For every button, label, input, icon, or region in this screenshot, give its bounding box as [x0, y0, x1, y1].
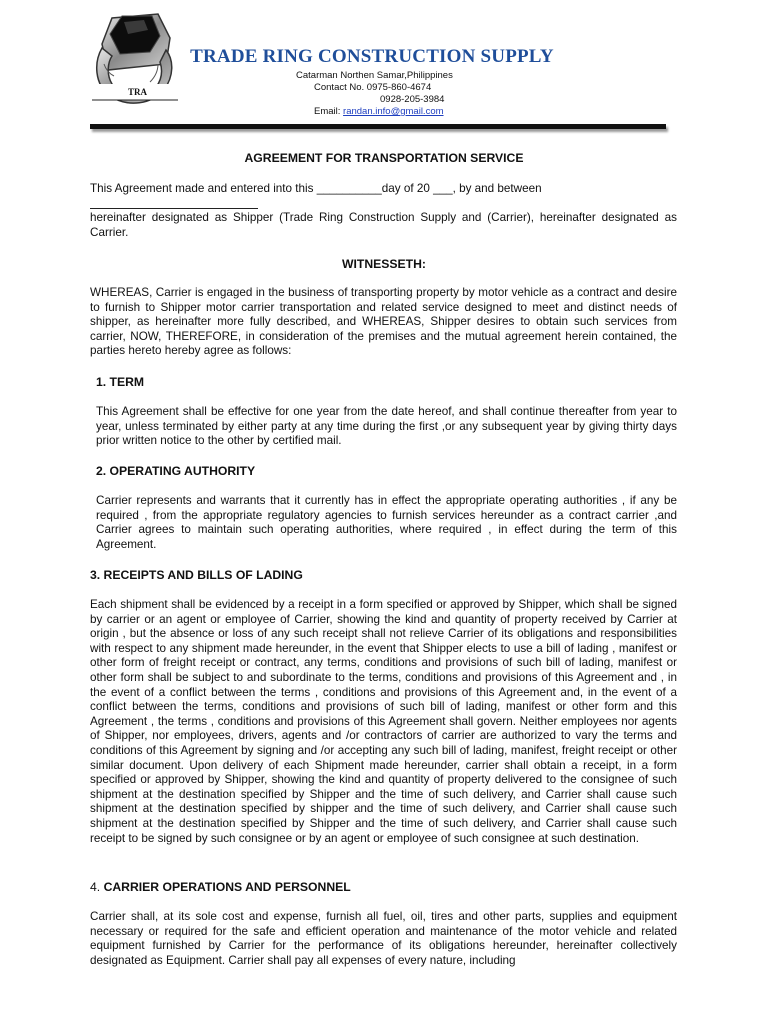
section-2-heading: 2. OPERATING AUTHORITY	[96, 464, 256, 478]
email-link[interactable]: randan.info@gmail.com	[343, 106, 444, 117]
section-3-heading: 3. RECEIPTS AND BILLS OF LADING	[90, 568, 303, 582]
section-4-text: Carrier shall, at its sole cost and expense, furnish all fuel, oil, tires and other parts, supplies and equipment necessary or required for the safe and efficient operation and maintenance of the motor vehicle and related equipment furnished by Carrier for the performance of its obligations hereunder, hereinafter collectively designated as Equipment. Carrier shall pay all expenses of every nature, including	[90, 910, 677, 967]
intro-line-2: hereinafter designated as Shipper (Trade Ring Construction Supply and (Carrier), hereinafter designated as Carrier.	[90, 211, 677, 239]
party-blank-line	[90, 208, 258, 209]
section-3-text: Each shipment shall be evidenced by a receipt in a form specified or approved by Shipper, which shall be signed by carrier or an agent or employee of Carrier, showing the kind and quantity of property received by Carrier at origin , but the absence or loss of any such receipt shall not relieve Carrier of its obligations and responsibilities with respect to any shipment made hereunder, in the event that Shipper elects to use a bill of lading , manifest or other form of freight receipt or contract, any terms, conditions and provisions of such bill of lading, manifest or other form shall be subject to and subordinate to the terms, conditions and provisions of this Agreement and , in the event of a conflict between the terms , conditions and provisions of this Agreement and, in the event of a conflict between the terms, conditions and provisions of such bill of lading, manifest or other form and this Agreement , the terms , conditions and provisions of this Agreement shall govern. Neither employees nor agents of Shipper, nor employees, drivers, agents and /or contractors of carrier are authorized to vary the terms and conditions of this Agreement by signing and /or accepting any such bill of lading, manifest, freight receipt or other similar document. Upon delivery of each Shipment made hereunder, carrier shall obtain a receipt, in a form specified or approved by Shipper, showing the kind and quantity of property delivered to the consignee of such shipment at the destination specified by Shipper and the time of such delivery, and Carrier shall cause such shipment at the destination specified by shipper and the time of such delivery, and Carrier shall cause such shipment at the destination specified by Shipper and the time of such delivery, and Carrier shall cause such receipt to be signed by such consignee or by an agent or employee of such consignee at such destination.	[90, 598, 677, 845]
section-4-heading	[90, 880, 351, 894]
intro-line-1: This Agreement made and entered into this __________day of 20 ___, by and between	[90, 182, 542, 195]
whereas-paragraph: WHEREAS, Carrier is engaged in the business of transporting property by motor vehicle as a contract and desire to furnish to Shipper motor carrier transportation and related service designed to meet and distinct needs of shipper, as hereinafter more fully described, and WHEREAS, Shipper desires to obtain such services from carrier, NOW, THEREFORE, in consideration of the premises and the mutual agreement herein contained, the parties hereto hereby agree as follows:	[90, 286, 677, 358]
email-label: Email:	[314, 106, 344, 117]
logo-text: TRA	[128, 87, 148, 97]
section-4-number: 4.	[90, 880, 104, 894]
document-title: AGREEMENT FOR TRANSPORTATION SERVICE	[244, 151, 524, 165]
header-rule	[90, 124, 666, 129]
section-1-text: This Agreement shall be effective for one year from the date hereof, and shall continue thereafter from year to year, unless terminated by either party at any time during the first ,or any subsequent year by giving thirty days prior written notice to the other by certified mail.	[96, 405, 677, 448]
address-line: Catarman Northen Samar,Philippines	[296, 70, 453, 81]
contact-number-line: Contact No. 0975-860-4674	[314, 82, 432, 93]
section-4-title: CARRIER OPERATIONS AND PERSONNEL	[103, 880, 351, 894]
contact-block	[296, 70, 526, 118]
section-1-heading: 1. TERM	[96, 375, 145, 389]
section-2-text: Carrier represents and warrants that it currently has in effect the appropriate operating authorities , if any be required , from the appropriate regulatory agencies to furnish services hereunder as a contract carrier ,and Carrier agrees to maintain such operating authorities, where required , in effect during the term of this Agreement.	[96, 494, 677, 551]
ring-logo	[88, 4, 184, 114]
witnesseth-heading: WITNESSETH:	[342, 257, 426, 271]
company-name: TRADE RING CONSTRUCTION SUPPLY	[190, 46, 554, 67]
contact-number-line-2: 0928-205-3984	[380, 94, 445, 105]
email-line	[296, 106, 526, 118]
